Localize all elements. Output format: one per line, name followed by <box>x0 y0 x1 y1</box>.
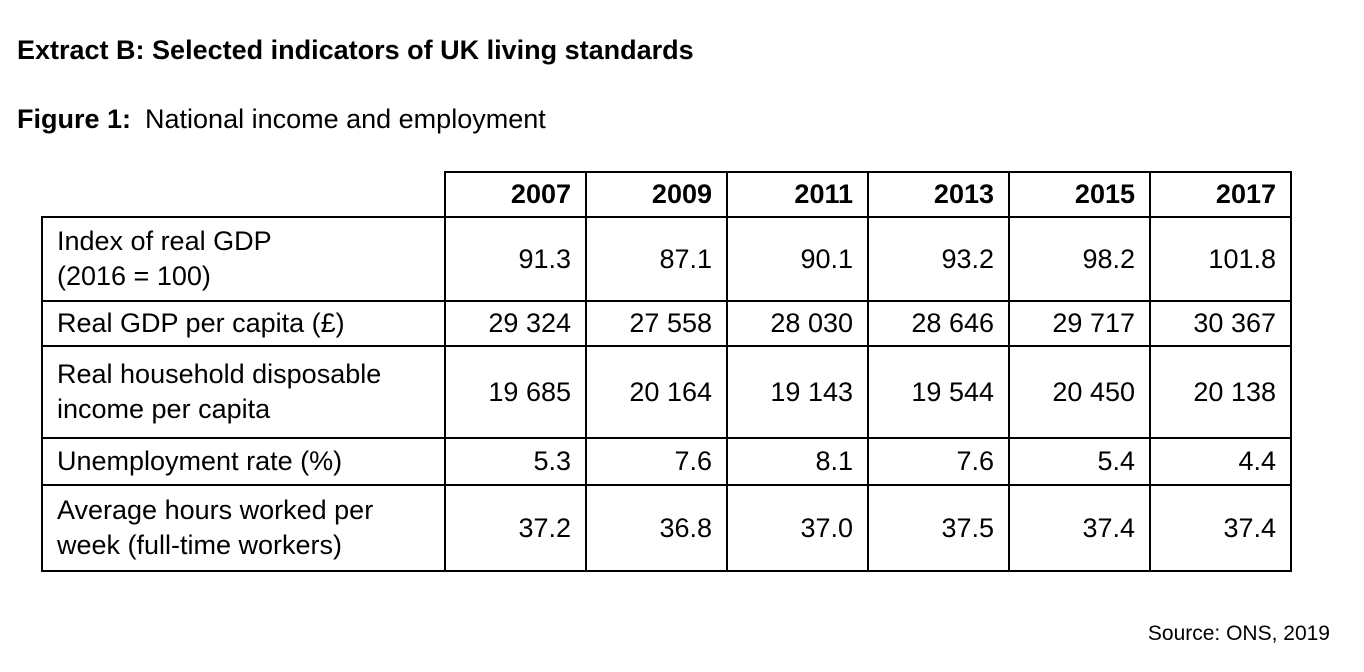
row-label-line: Real GDP per capita (£) <box>57 308 345 338</box>
table-cell: 101.8 <box>1150 217 1291 301</box>
table-cell: 36.8 <box>586 485 727 571</box>
table-cell: 27 558 <box>586 301 727 346</box>
table-cell: 29 717 <box>1009 301 1150 346</box>
row-label <box>42 301 445 346</box>
table-cell: 91.3 <box>445 217 586 301</box>
figure-title: National income and employment <box>145 104 546 134</box>
figure-label: Figure 1: <box>17 104 132 134</box>
table-cell: 37.0 <box>727 485 868 571</box>
table-cell: 28 030 <box>727 301 868 346</box>
table-cell: 19 685 <box>445 346 586 438</box>
table-cell: 20 164 <box>586 346 727 438</box>
year-header: 2011 <box>727 172 868 217</box>
row-label <box>42 438 445 485</box>
table-cell: 37.4 <box>1009 485 1150 571</box>
table-cell: 28 646 <box>868 301 1009 346</box>
table-cell: 7.6 <box>868 438 1009 485</box>
table-row <box>42 346 1291 438</box>
year-header: 2017 <box>1150 172 1291 217</box>
table-row <box>42 485 1291 571</box>
table-cell: 5.4 <box>1009 438 1150 485</box>
source-note: Source: ONS, 2019 <box>1147 622 1330 645</box>
indicators-table <box>41 171 1292 572</box>
table-row <box>42 438 1291 485</box>
table-cell: 7.6 <box>586 438 727 485</box>
row-label-line: Index of real GDP <box>57 226 272 256</box>
table-cell: 30 367 <box>1150 301 1291 346</box>
row-label-line: income per capita <box>57 394 271 424</box>
row-label-line: week (full-time workers) <box>57 530 343 560</box>
extract-title: Extract B: Selected indicators of UK living standards <box>17 35 694 65</box>
row-label <box>42 485 445 571</box>
table-cell: 29 324 <box>445 301 586 346</box>
row-label <box>42 346 445 438</box>
table-cell: 87.1 <box>586 217 727 301</box>
table-cell: 37.4 <box>1150 485 1291 571</box>
table-row <box>42 217 1291 301</box>
table-cell: 20 138 <box>1150 346 1291 438</box>
corner-cell <box>42 172 445 217</box>
table-cell: 93.2 <box>868 217 1009 301</box>
year-header: 2007 <box>445 172 586 217</box>
year-header: 2015 <box>1009 172 1150 217</box>
header-row <box>42 172 1291 217</box>
row-label-line: Average hours worked per <box>57 495 374 525</box>
table-cell: 37.2 <box>445 485 586 571</box>
table-cell: 19 544 <box>868 346 1009 438</box>
figure-caption <box>17 104 546 135</box>
table-cell: 90.1 <box>727 217 868 301</box>
table-cell: 20 450 <box>1009 346 1150 438</box>
row-label-line: (2016 = 100) <box>57 261 211 291</box>
row-label-line: Real household disposable <box>57 359 382 389</box>
year-header: 2009 <box>586 172 727 217</box>
table-cell: 37.5 <box>868 485 1009 571</box>
table-cell: 8.1 <box>727 438 868 485</box>
table-cell: 98.2 <box>1009 217 1150 301</box>
year-header: 2013 <box>868 172 1009 217</box>
table-cell: 5.3 <box>445 438 586 485</box>
table-cell: 4.4 <box>1150 438 1291 485</box>
table-row <box>42 301 1291 346</box>
row-label-line: Unemployment rate (%) <box>57 446 343 476</box>
row-label <box>42 217 445 301</box>
table-cell: 19 143 <box>727 346 868 438</box>
